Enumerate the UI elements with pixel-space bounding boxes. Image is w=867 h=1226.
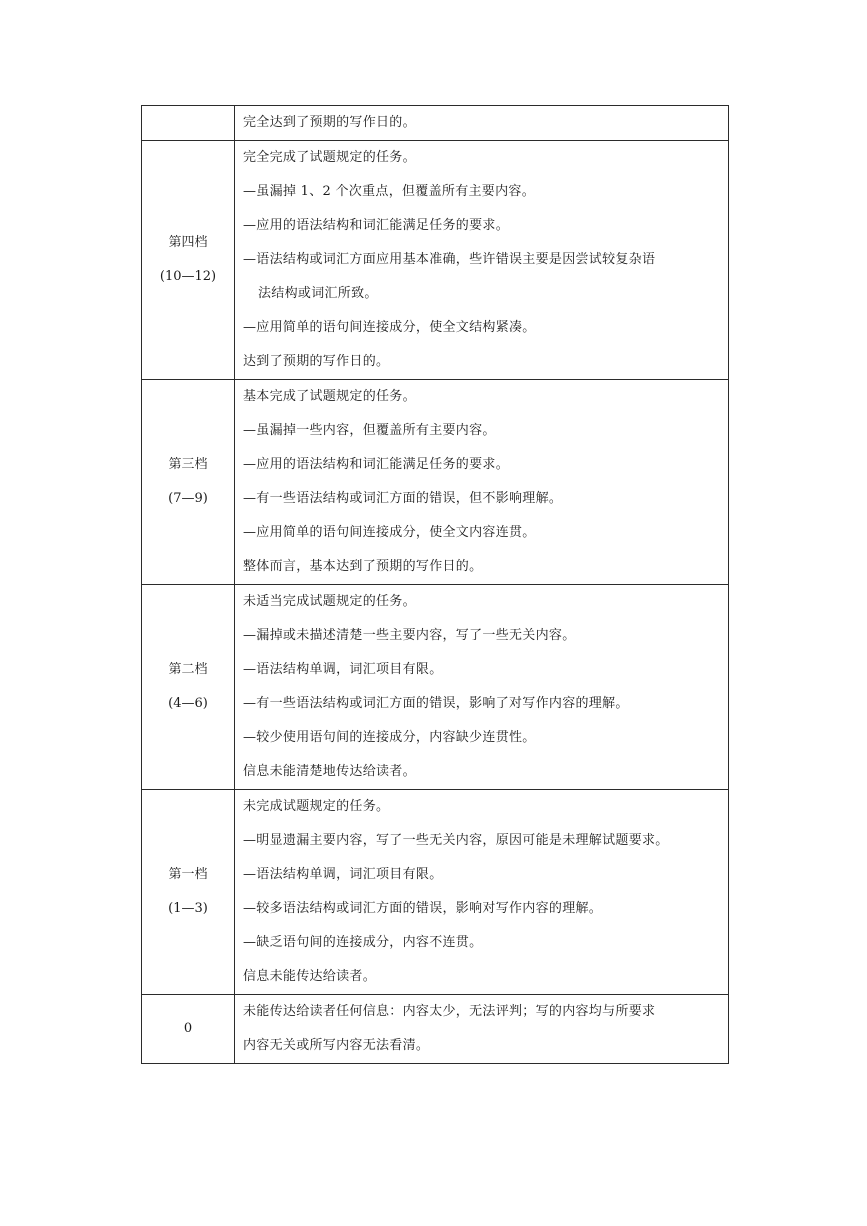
rubric-row-level-3: [142, 380, 729, 585]
score-range: (10—12): [159, 269, 217, 284]
description-cell: [235, 995, 729, 1064]
level-name: 第一档: [168, 867, 208, 882]
level-name: 第四档: [168, 235, 208, 250]
description-line: 信息未能传达给读者。: [243, 969, 377, 984]
level-cell: [142, 106, 235, 141]
description-cell: [235, 106, 729, 141]
score-range: (4—6): [168, 696, 208, 711]
rubric-row-level-0: [142, 995, 729, 1064]
description-line: —应用简单的语句间连接成分，使全文结构紧凑。: [243, 320, 536, 335]
description-line: —应用简单的语句间连接成分，使全文内容连贯。: [243, 525, 536, 540]
description-line: 达到了预期的写作日的。: [243, 354, 390, 369]
scoring-rubric-table: [141, 105, 729, 1064]
description-line: —应用的语法结构和词汇能满足任务的要求。: [243, 218, 510, 233]
score-range: (1—3): [168, 901, 208, 916]
score-range: (7—9): [168, 491, 208, 506]
description-line: 法结构或词汇所致。: [258, 286, 378, 301]
description-line: —语法结构单调，词汇项目有限。: [243, 662, 443, 677]
level-name: 0: [183, 1021, 193, 1036]
description-line: —较多语法结构或词汇方面的错误，影响对写作内容的理解。: [243, 901, 603, 916]
level-name: 第二档: [168, 662, 208, 677]
description-line: —漏掉或未描述清楚一些主要内容，写了一些无关内容。: [243, 628, 576, 643]
rubric-row-level-4: [142, 141, 729, 380]
description-line: —较少使用语句间的连接成分，内容缺少连贯性。: [243, 730, 536, 745]
description-line: 未完成试题规定的任务。: [243, 799, 390, 814]
description-cell: [235, 141, 729, 380]
description-line: —有一些语法结构或词汇方面的错误，但不影响理解。: [243, 491, 563, 506]
description-line: —有一些语法结构或词汇方面的错误，影响了对写作内容的理解。: [243, 696, 629, 711]
description-cell: [235, 790, 729, 995]
description-line: —缺乏语句间的连接成分，内容不连贯。: [243, 935, 483, 950]
description-line: 基本完成了试题规定的任务。: [243, 389, 416, 404]
description-line: 内容无关或所写内容无法看清。: [243, 1038, 430, 1053]
description-line: 未能传达给读者任何信息：内容太少，无法评判；写的内容均与所要求: [243, 1004, 656, 1019]
description-line: —明显遗漏主要内容，写了一些无关内容，原因可能是未理解试题要求。: [243, 833, 669, 848]
level-name: 第三档: [168, 457, 208, 472]
description-line: —语法结构或词汇方面应用基本准确，些许错误主要是因尝试较复杂语: [243, 252, 656, 267]
rubric-row-level-2: [142, 585, 729, 790]
level-cell: [142, 380, 235, 585]
description-line: 未适当完成试题规定的任务。: [243, 594, 416, 609]
description-cell: [235, 585, 729, 790]
level-cell: [142, 790, 235, 995]
description-line: 信息未能清楚地传达给读者。: [243, 764, 416, 779]
description-line: —虽漏掉 1、2 个次重点，但覆盖所有主要内容。: [243, 184, 536, 199]
description-line: —应用的语法结构和词汇能满足任务的要求。: [243, 457, 510, 472]
description-line: —虽漏掉一些内容，但覆盖所有主要内容。: [243, 423, 496, 438]
description-line: 完全完成了试题规定的任务。: [243, 150, 416, 165]
description-line: 完全达到了预期的写作日的。: [243, 115, 416, 130]
description-cell: [235, 380, 729, 585]
level-cell: [142, 585, 235, 790]
level-cell: [142, 995, 235, 1064]
description-line: 整体而言，基本达到了预期的写作日的。: [243, 559, 483, 574]
rubric-row-level-1: [142, 790, 729, 995]
rubric-row-continuation: [142, 106, 729, 141]
description-line: —语法结构单调，词汇项目有限。: [243, 867, 443, 882]
level-cell: [142, 141, 235, 380]
